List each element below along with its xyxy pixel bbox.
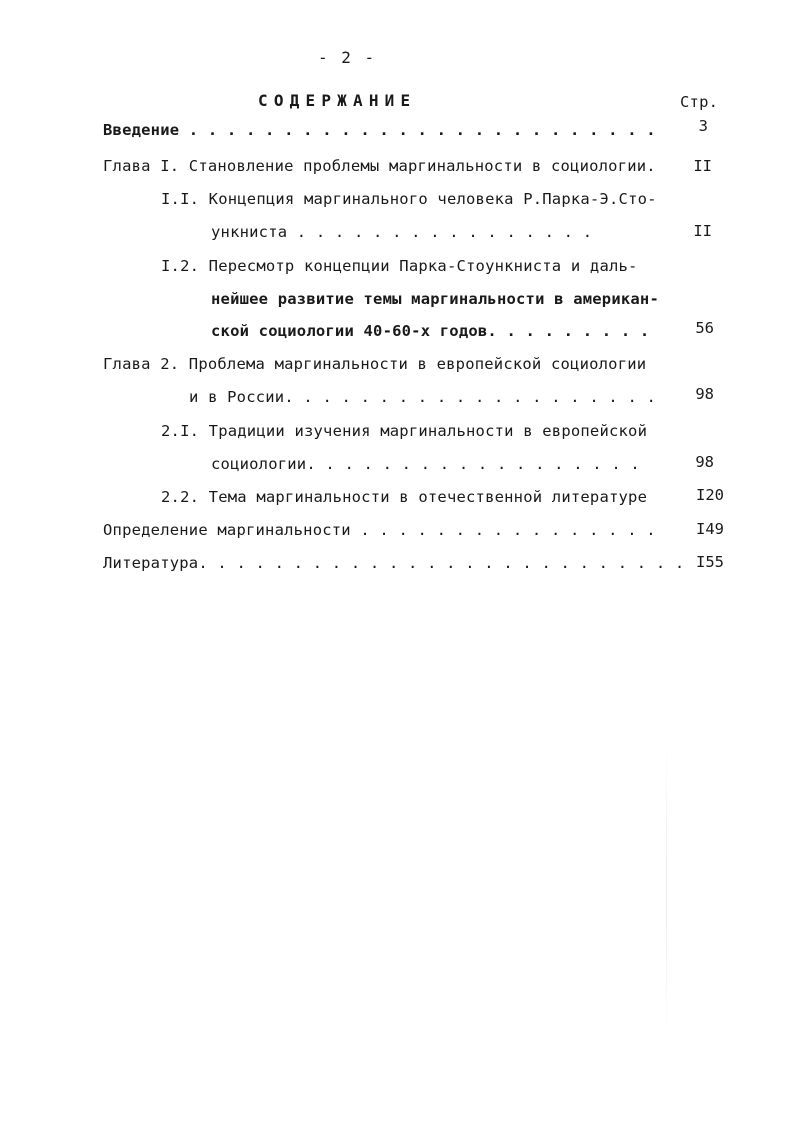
toc-entry-page: I55 xyxy=(696,553,724,571)
toc-entry-page: 98 xyxy=(695,385,714,403)
toc-entry-line: и в России. . . . . . . . . . . . . . . . . . . . xyxy=(189,388,657,406)
toc-entry-line: социологии. . . . . . . . . . . . . . . . . . xyxy=(211,455,640,473)
toc-entry-page: II xyxy=(693,157,712,175)
toc-entry-line: Литература. . . . . . . . . . . . . . . . . . . . . . . . . . xyxy=(103,554,685,572)
toc-entry-line: ской социологии 40-60-х годов. . . . . . . . . xyxy=(211,322,650,340)
toc-entry-line: I.I. Концепция маргинального человека Р.Парка-Э.Сто- xyxy=(161,190,657,208)
toc-entry-page: II xyxy=(693,222,712,240)
toc-entry-line: 2.I. Традиции изучения маргинальности в европейской xyxy=(161,422,648,440)
toc-entry-line: Глава 2. Проблема маргинальности в европейской социологии xyxy=(103,355,647,373)
toc-entry-page: I20 xyxy=(696,486,724,504)
toc-entry-line: ункниста . . . . . . . . . . . . . . . . xyxy=(211,223,593,241)
toc-entry-line: 2.2. Тема маргинальности в отечественной литературе xyxy=(161,488,648,506)
toc-entry-page: 98 xyxy=(695,453,714,471)
toc-entry-line: Глава I. Становление проблемы маргинальности в социологии. xyxy=(103,157,656,175)
toc-entry-line: нейшее развитие темы маргинальности в американ- xyxy=(211,290,659,308)
toc-entry-line: Введение . . . . . . . . . . . . . . . . . . . . . . . . . xyxy=(103,121,656,139)
toc-entry-page: I49 xyxy=(696,520,724,538)
page-number: - 2 - xyxy=(318,48,377,67)
toc-title: СОДЕРЖАНИЕ xyxy=(258,91,417,110)
toc-entry-page: 3 xyxy=(698,117,708,135)
toc-entry-line: Определение маргинальности . . . . . . . . . . . . . . . . xyxy=(103,521,656,539)
page-column-label: Стр. xyxy=(680,93,719,111)
toc-entry-line: I.2. Пересмотр концепции Парка-Стоункниста и даль- xyxy=(161,257,638,275)
scan-artifact-line xyxy=(666,740,667,1040)
toc-entry-page: 56 xyxy=(695,319,714,337)
